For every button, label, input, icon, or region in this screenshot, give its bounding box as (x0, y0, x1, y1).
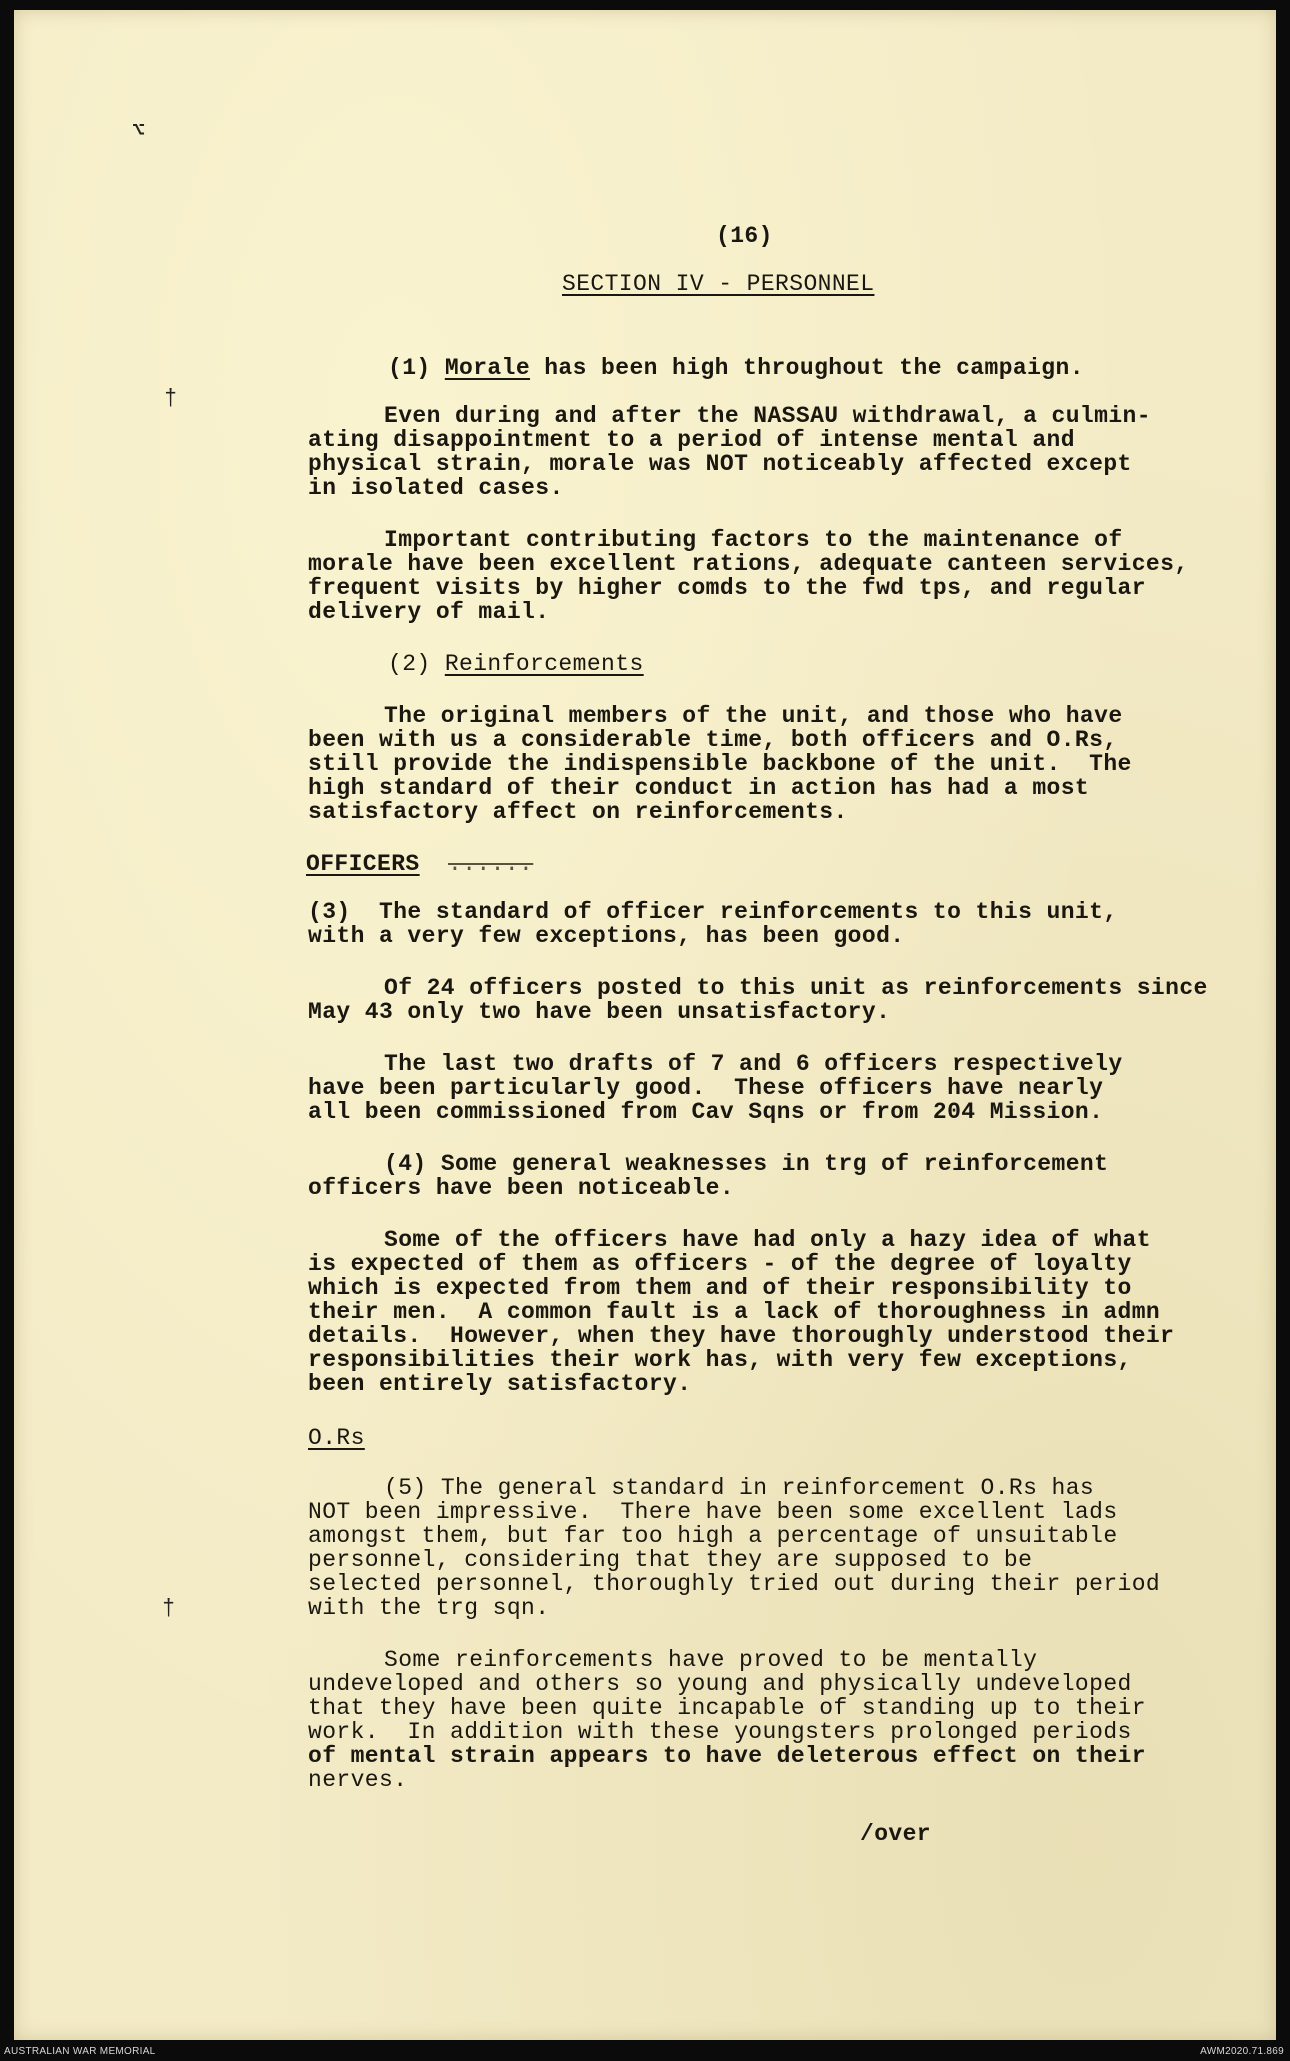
para1b-line: morale have been excellent rations, adequate canteen services, (308, 551, 1189, 577)
para2-line: high standard of their conduct in action has had a most (308, 775, 1090, 801)
footer-collection: AUSTRALIAN WAR MEMORIAL (4, 2046, 156, 2057)
para4b-line: responsibilities their work has, with very few exceptions, (308, 1347, 1132, 1373)
document-page (14, 10, 1276, 2040)
para3c-line: The last two drafts of 7 and 6 officers respectively (384, 1051, 1123, 1077)
para1-line: physical strain, morale was NOT noticeably affected except (308, 451, 1132, 477)
para1b-line: frequent visits by higher comds to the fwd tps, and regular (308, 575, 1146, 601)
para5-line: amongst them, but far too high a percentage of unsuitable (308, 1523, 1118, 1549)
para1-line: in isolated cases. (308, 475, 564, 501)
para2-heading: Reinforcements (444, 651, 644, 677)
para4-line: officers have been noticeable. (308, 1175, 735, 1201)
pin-hole-mark: † (164, 386, 178, 411)
para3c-line: all been commissioned from Cav Sqns or from 204 Mission. (308, 1099, 1104, 1125)
para2-line: been with us a considerable time, both officers and O.Rs, (308, 727, 1118, 753)
para5b-line: work. In addition with these youngsters prolonged periods (308, 1719, 1132, 1745)
pin-hole-mark: ⌥ (132, 119, 146, 144)
para3-number: (3) (308, 899, 351, 925)
officers-struck: ...... (448, 851, 534, 877)
para5b-line: Some reinforcements have proved to be mentally (384, 1647, 1038, 1673)
para5b-line: nerves. (308, 1767, 408, 1793)
para3-line (308, 900, 1118, 924)
para5-line: NOT been impressive. There have been some excellent lads (308, 1499, 1118, 1525)
para4b-line: which is expected from them and of their responsibility to (308, 1275, 1132, 1301)
para1-heading: Morale (444, 355, 531, 381)
para1b-line: delivery of mail. (308, 599, 550, 625)
para5-line-first: The general standard in reinforcement O.Rs has (440, 1475, 1095, 1501)
para2-number: (2) (388, 651, 431, 677)
para1-line: ating disappointment to a period of intense mental and (308, 427, 1075, 453)
para2-line: still provide the indispensible backbone of the unit. The (308, 751, 1132, 777)
para5-line (384, 1476, 1094, 1500)
para4b-line: is expected of them as officers - of the degree of loyalty (308, 1251, 1132, 1277)
para4-number: (4) (384, 1151, 427, 1177)
para1-number: (1) (388, 355, 431, 381)
para1-lead-rest: has been high throughout the campaign. (530, 355, 1084, 381)
para3b-line: May 43 only two have been unsatisfactory. (308, 999, 891, 1025)
para2-line: satisfactory affect on reinforcements. (308, 799, 848, 825)
footer-accession: AWM2020.71.869 (1200, 2046, 1284, 2057)
officers-heading: OFFICERS (306, 851, 420, 877)
para5-line: personnel, considering that they are supposed to be (308, 1547, 1033, 1573)
para2-lead (388, 652, 644, 676)
para5-number: (5) (384, 1475, 427, 1501)
para3-line-first: The standard of officer reinforcements to this unit, (379, 899, 1118, 925)
section-title: SECTION IV - PERSONNEL (562, 271, 875, 297)
para1b-line: Important contributing factors to the maintenance of (384, 527, 1123, 553)
para3b-line: Of 24 officers posted to this unit as reinforcements since (384, 975, 1208, 1001)
para4b-line: Some of the officers have had only a hazy idea of what (384, 1227, 1151, 1253)
officers-heading-line (306, 852, 533, 876)
ors-heading: O.Rs (308, 1425, 365, 1451)
para5b-line: of mental strain appears to have deleterous effect on their (308, 1743, 1146, 1769)
para4b-line: details. However, when they have thoroughly understood their (308, 1323, 1175, 1349)
para5-line: with the trg sqn. (308, 1595, 550, 1621)
para5b-line: undeveloped and others so young and physically undeveloped (308, 1671, 1132, 1697)
para2-line: The original members of the unit, and those who have (384, 703, 1123, 729)
para3-line: with a very few exceptions, has been good. (308, 923, 905, 949)
pin-hole-mark: † (162, 1596, 176, 1621)
continued-over: /over (860, 1821, 932, 1847)
para1-lead (388, 356, 1084, 380)
para1-line: Even during and after the NASSAU withdrawal, a culmin- (384, 403, 1151, 429)
para3c-line: have been particularly good. These officers have nearly (308, 1075, 1104, 1101)
page-number: (16) (716, 223, 773, 249)
para5-line: selected personnel, thoroughly tried out during their period (308, 1571, 1161, 1597)
para5b-line: that they have been quite incapable of standing up to their (308, 1695, 1146, 1721)
para4b-line: been entirely satisfactory. (308, 1371, 692, 1397)
para4b-line: their men. A common fault is a lack of thoroughness in admn (308, 1299, 1161, 1325)
para4-line-first: Some general weaknesses in trg of reinforcement (440, 1151, 1109, 1177)
para4-line (384, 1152, 1108, 1176)
